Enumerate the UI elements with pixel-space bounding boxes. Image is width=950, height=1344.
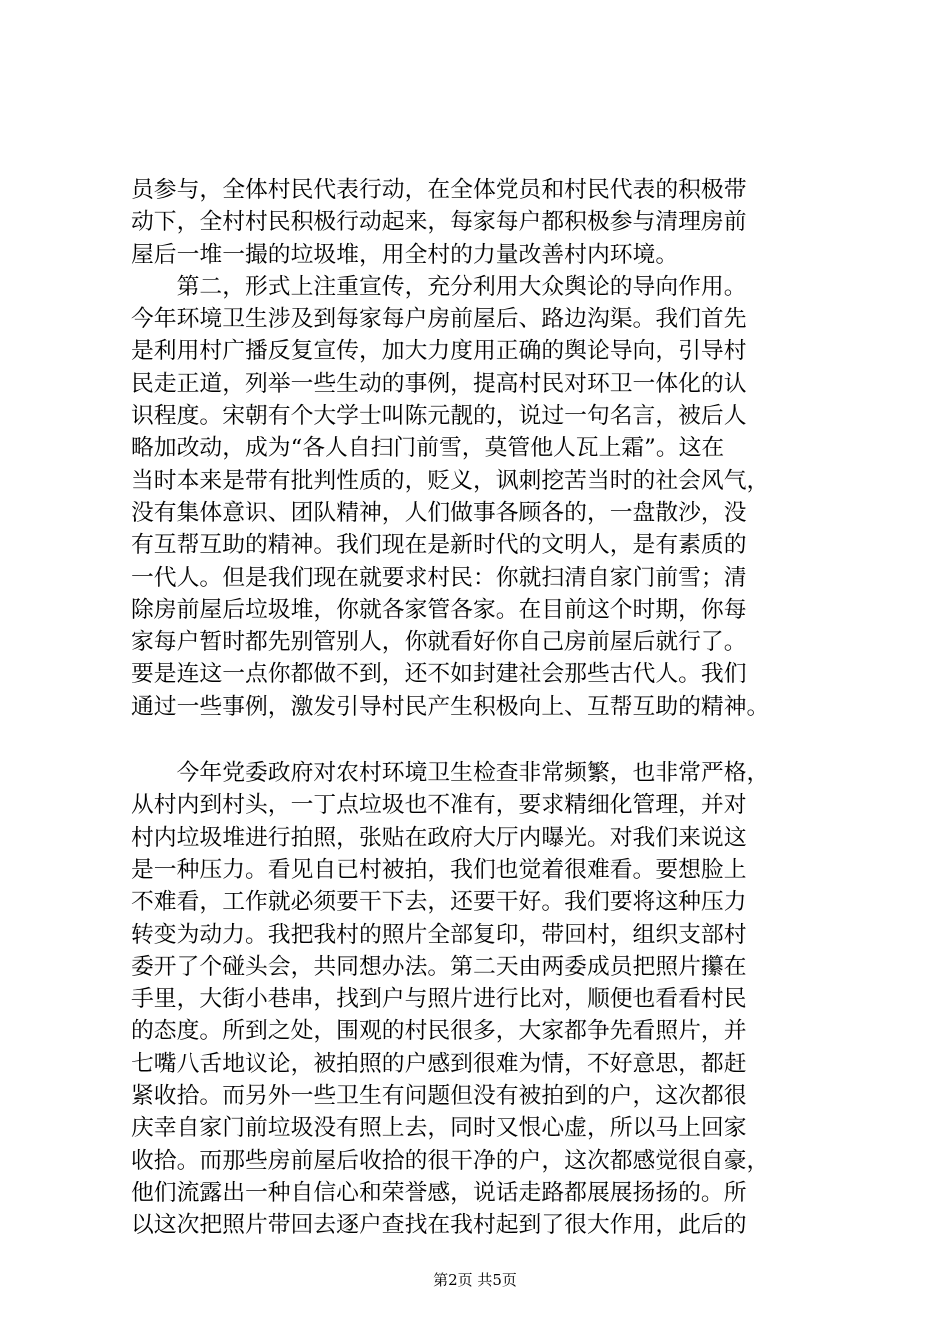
text-line: 手里，大街小巷串，找到户与照片进行比对，顺便也看看村民 <box>131 986 747 1013</box>
text-line: 委开了个碰头会，共同想办法。第二天由两委成员把照片攥在 <box>131 953 747 980</box>
text-line: 一代人。但是我们现在就要求村民：你就扫清自家门前雪；清 <box>131 564 747 591</box>
text-line: 以这次把照片带回去逐户查找在我村起到了很大作用，此后的 <box>131 1212 747 1239</box>
text-line: 略加改动，成为“各人自扫门前雪，莫管他人瓦上霜”。这在 <box>131 435 725 462</box>
text-line: 没有集体意识、团队精神，人们做事各顾各的，一盘散沙，没 <box>131 499 747 526</box>
paragraph-block-2 <box>131 757 841 1241</box>
text-line: 紧收拾。而另外一些卫生有问题但没有被拍到的户，这次都很 <box>131 1083 747 1110</box>
text-line: 今年环境卫生涉及到每家每户房前屋后、路边沟渠。我们首先 <box>131 306 747 333</box>
text-line: 他们流露出一种自信心和荣誉感，说话走路都展展扬扬的。所 <box>131 1179 747 1206</box>
text-line: 收拾。而那些房前屋后收拾的很干净的户，这次都感觉很自豪， <box>131 1147 770 1174</box>
text-line: 是利用村广播反复宣传，加大力度用正确的舆论导向，引导村 <box>131 338 747 365</box>
text-line: 除房前屋后垃圾堆，你就各家管各家。在目前这个时期，你每 <box>131 596 747 623</box>
text-line: 不难看，工作就必须要干下去，还要干好。我们要将这种压力 <box>131 889 747 916</box>
text-line: 转变为动力。我把我村的照片全部复印，带回村，组织支部村 <box>131 921 747 948</box>
page-number-footer: 第2页 共5页 <box>433 1271 517 1289</box>
text-line: 是一种压力。看见自已村被拍，我们也觉着很难看。要想脸上 <box>131 856 747 883</box>
text-line: 员参与，全体村民代表行动，在全体党员和村民代表的积极带 <box>131 177 747 203</box>
text-line: 第二，形式上注重宣传，充分利用大众舆论的导向作用。 <box>131 273 747 300</box>
paragraph-gap <box>131 723 841 757</box>
text-line: 民走正道，列举一些生动的事例，提高村民对环卫一体化的认 <box>131 370 747 397</box>
text-line: 从村内到村头，一丁点垃圾也不准有，要求精细化管理，并对 <box>131 792 747 819</box>
text-line: 有互帮互助的精神。我们现在是新时代的文明人，是有素质的 <box>131 532 747 559</box>
text-line: 的态度。所到之处，围观的村民很多，大家都争先看照片，并 <box>131 1018 747 1045</box>
text-line: 通过一些事例，激发引导村民产生积极向上、互帮互助的精神。 <box>131 693 770 720</box>
document-body <box>131 174 841 1242</box>
text-line: 七嘴八舌地议论，被拍照的户感到很难为情，不好意思，都赶 <box>131 1050 747 1077</box>
text-line: 庆幸自家门前垃圾没有照上去，同时又恨心虚，所以马上回家 <box>131 1115 747 1142</box>
text-line: 当时本来是带有批判性质的，贬义，讽刺挖苦当时的社会风气， <box>131 467 770 494</box>
paragraph-block-1 <box>131 174 841 723</box>
text-line: 今年党委政府对农村环境卫生检查非常频繁，也非常严格， <box>131 760 770 787</box>
text-line: 村内垃圾堆进行拍照，张贴在政府大厅内曝光。对我们来说这 <box>131 824 747 851</box>
text-line: 识程度。宋朝有个大学士叫陈元靓的，说过一句名言，被后人 <box>131 403 747 430</box>
text-line: 要是连这一点你都做不到，还不如封建社会那些古代人。我们 <box>131 661 747 688</box>
text-line: 动下，全村村民积极行动起来，每家每户都积极参与清理房前 <box>131 209 747 236</box>
text-line: 屋后一堆一撮的垃圾堆，用全村的力量改善村内环境。 <box>131 241 679 268</box>
text-line: 家每户暂时都先别管别人，你就看好你自己房前屋后就行了。 <box>131 629 747 656</box>
